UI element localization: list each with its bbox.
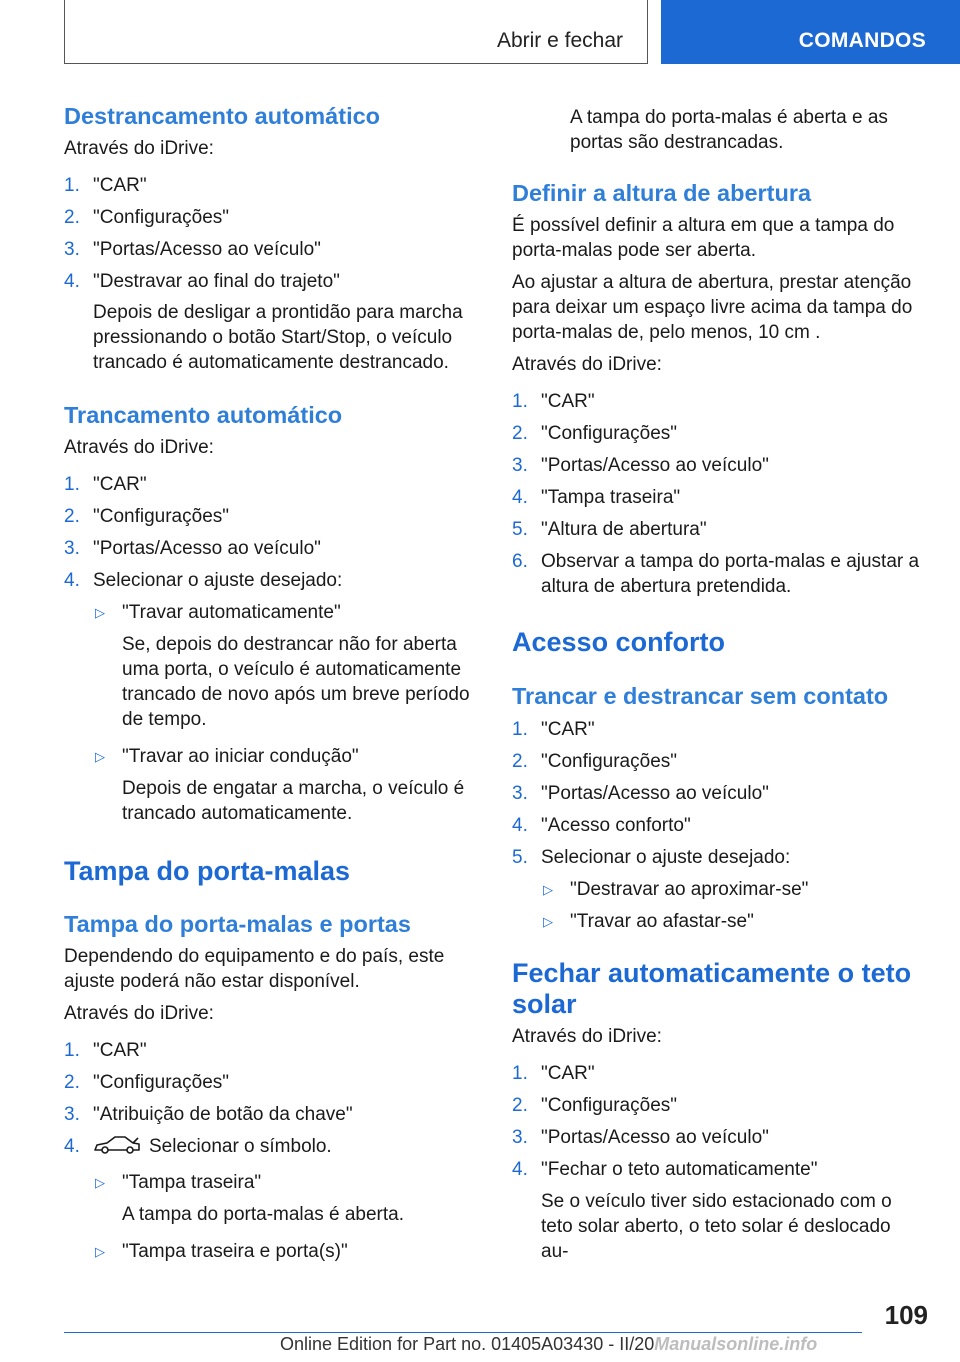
list-item [64, 568, 474, 593]
step-text: "CAR" [541, 391, 595, 412]
right-column [512, 100, 922, 1264]
step-number: 2. [512, 423, 528, 444]
step-number: 1. [64, 1040, 80, 1061]
heading-destrancamento: Destrancamento automático [64, 103, 381, 129]
list-item [512, 717, 922, 742]
step-text: "CAR" [541, 719, 595, 740]
step-number: 4. [512, 487, 528, 508]
step-number: 4. [64, 271, 80, 292]
bullet-note: A tampa do porta-malas é aberta e as portas são destrancadas. [570, 107, 888, 153]
bullet-text: "Travar ao afastar-se" [570, 911, 754, 932]
list-item [512, 517, 922, 542]
step-number: 5. [512, 519, 528, 540]
step-text: "Configurações" [93, 207, 230, 228]
step-text: "Portas/Acesso ao veículo" [93, 239, 321, 260]
steps-list-2 [64, 472, 474, 593]
list-item [512, 845, 922, 870]
step-text: "CAR" [541, 1063, 595, 1084]
step-number: 4. [64, 1136, 80, 1157]
via-idrive-text: Através do iDrive: [64, 138, 214, 159]
list-item [512, 1125, 922, 1150]
step-number: 1. [64, 474, 80, 495]
bullet-item [64, 1170, 474, 1195]
bullet-item [64, 744, 474, 769]
step-text: "Tampa traseira" [541, 487, 681, 508]
bullet-item [512, 909, 922, 934]
triangle-bullet-icon: ▷ [95, 1175, 105, 1190]
step-number: 1. [512, 1063, 528, 1084]
list-item [512, 749, 922, 774]
step-number: 1. [512, 391, 528, 412]
list-item [64, 536, 474, 561]
bullet-item [512, 877, 922, 902]
triangle-bullet-icon: ▷ [543, 914, 553, 929]
triangle-bullet-icon: ▷ [543, 882, 553, 897]
chapter-title: COMANDOS [798, 29, 926, 52]
step-number: 2. [64, 506, 80, 527]
bullet-note: Depois de engatar a marcha, o veículo é trancado automaticamente. [122, 778, 465, 824]
heading-altura: Definir a altura de abertura [512, 180, 812, 206]
list-item [512, 1093, 922, 1118]
car-trunk-open-icon [93, 1135, 141, 1162]
watermark-text: Manualsonline.info [654, 1334, 818, 1354]
header-chapter-box [661, 0, 960, 64]
footer-edition [280, 1334, 817, 1355]
steps-list-5 [512, 717, 922, 870]
list-item [64, 472, 474, 497]
step-number: 3. [64, 239, 80, 260]
step-number: 1. [512, 719, 528, 740]
step-text: Observar a tampa do porta-malas e ajustar a altura de abertura pretendida. [541, 551, 920, 597]
step-text: "CAR" [93, 474, 147, 495]
step-text: "Portas/Acesso ao veículo" [541, 1127, 769, 1148]
heading-fechar: Fechar automaticamente o teto solar [512, 958, 912, 1019]
list-item [512, 781, 922, 806]
edition-text: Online Edition for Part no. 01405A03430 - II/20 [280, 1334, 655, 1354]
step-number: 6. [512, 551, 528, 572]
list-item [512, 813, 922, 838]
bullet-text: "Travar automaticamente" [122, 602, 341, 623]
step-number: 2. [64, 207, 80, 228]
altura-paragraph-1: É possível definir a altura em que a tampa do porta-malas pode ser aberta. [512, 215, 895, 261]
list-item [64, 1038, 474, 1063]
step-number: 4. [64, 570, 80, 591]
tampa-intro: Dependendo do equipamento e do país, este ajuste poderá não estar disponível. [64, 946, 445, 992]
step-number: 2. [512, 1095, 528, 1116]
step-text: "Configurações" [541, 1095, 678, 1116]
via-idrive-text: Através do iDrive: [512, 1026, 662, 1047]
page-number: 109 [884, 1300, 928, 1330]
list-item [64, 1102, 474, 1127]
triangle-bullet-icon: ▷ [95, 1244, 105, 1259]
list-item [64, 237, 474, 262]
step-text: "Portas/Acesso ao veículo" [93, 538, 321, 559]
via-idrive-text: Através do iDrive: [64, 437, 214, 458]
via-idrive-text: Através do iDrive: [512, 354, 662, 375]
heading-trancamento: Trancamento automático [64, 402, 343, 428]
step-text: "Portas/Acesso ao veículo" [541, 455, 769, 476]
step-number: 3. [512, 1127, 528, 1148]
list-item [64, 1134, 474, 1162]
bullet-text: "Tampa traseira e porta(s)" [122, 1241, 348, 1262]
step-text: Selecionar o ajuste desejado: [93, 570, 343, 591]
bullet-note: A tampa do porta-malas é aberta. [122, 1204, 404, 1225]
step-number: 3. [512, 783, 528, 804]
step-note: Depois de desligar a prontidão para marcha pressionando o botão Start/Stop, o veículo trancado é automaticamente destrancado. [93, 302, 463, 373]
bullet-note: Se, depois do destrancar não for aberta uma porta, o veículo é automaticamente trancado de novo após um breve período de tempo. [122, 634, 470, 730]
step-text: "Altura de abertura" [541, 519, 707, 540]
step-note: Se o veículo tiver sido estacionado com o teto solar aberto, o teto solar é deslocado au- [541, 1191, 892, 1262]
list-item [512, 453, 922, 478]
list-item [512, 389, 922, 414]
steps-list-4 [512, 389, 922, 599]
heading-tampa: Tampa do porta-malas [64, 856, 351, 886]
step-number: 4. [512, 1159, 528, 1180]
list-item [512, 549, 922, 599]
step-text: "CAR" [93, 1040, 147, 1061]
step-text: "Atribuição de botão da chave" [93, 1104, 353, 1125]
bullet-text: "Travar ao iniciar condução" [122, 746, 359, 767]
list-item [512, 485, 922, 510]
footer-divider [64, 1332, 862, 1333]
list-item [512, 1157, 922, 1182]
list-item [512, 421, 922, 446]
step-text: "Destravar ao final do trajeto" [93, 271, 340, 292]
left-column [64, 100, 474, 1264]
bullet-item [64, 1239, 474, 1264]
header-section-box [64, 0, 648, 64]
step-number: 5. [512, 847, 528, 868]
step-number: 3. [512, 455, 528, 476]
heading-acesso: Acesso conforto [512, 627, 726, 657]
step-text: "Acesso conforto" [541, 815, 691, 836]
via-idrive-text: Através do iDrive: [64, 1003, 214, 1024]
step-text: Selecionar o ajuste desejado: [541, 847, 791, 868]
list-item [64, 504, 474, 529]
list-item [64, 269, 474, 294]
step-text: "Fechar o teto automaticamente" [541, 1159, 818, 1180]
bullet-text: "Destravar ao aproximar-se" [570, 879, 809, 900]
list-item [64, 173, 474, 198]
step-text: Selecionar o símbolo. [149, 1136, 332, 1157]
step-text: "Configurações" [93, 506, 230, 527]
steps-list-1 [64, 173, 474, 294]
steps-list-6 [512, 1061, 922, 1182]
step-number: 2. [64, 1072, 80, 1093]
bullet-text: "Tampa traseira" [122, 1172, 262, 1193]
step-number: 2. [512, 751, 528, 772]
step-text: "Configurações" [93, 1072, 230, 1093]
step-text: "Configurações" [541, 751, 678, 772]
step-text: "Configurações" [541, 423, 678, 444]
step-number: 3. [64, 538, 80, 559]
heading-trancar: Trancar e destrancar sem contato [512, 683, 889, 709]
step-text: "CAR" [93, 175, 147, 196]
section-title: Abrir e fechar [496, 29, 623, 52]
step-number: 4. [512, 815, 528, 836]
triangle-bullet-icon: ▷ [95, 749, 105, 764]
bullet-item [64, 600, 474, 625]
steps-list-3 [64, 1038, 474, 1162]
list-item [64, 205, 474, 230]
step-number: 1. [64, 175, 80, 196]
heading-tampa-portas: Tampa do porta-malas e portas [64, 911, 411, 937]
list-item [512, 1061, 922, 1086]
step-number: 3. [64, 1104, 80, 1125]
triangle-bullet-icon: ▷ [95, 605, 105, 620]
step-text: "Portas/Acesso ao veículo" [541, 783, 769, 804]
list-item [64, 1070, 474, 1095]
altura-paragraph-2: Ao ajustar a altura de abertura, prestar atenção para deixar um espaço livre acima da tampa do porta-malas de, pelo menos, 10 cm . [512, 272, 913, 343]
